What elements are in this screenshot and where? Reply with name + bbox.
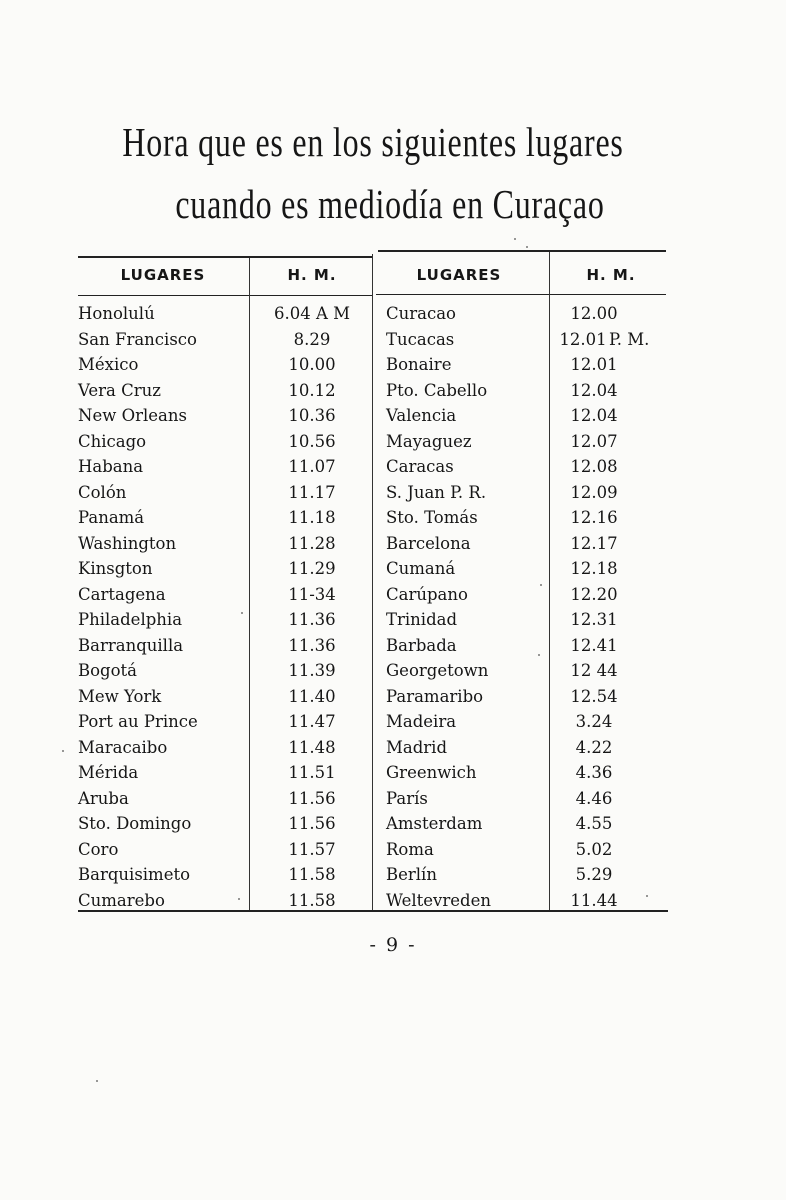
place-name-left: New Orleans (78, 406, 187, 425)
place-name-right: Greenwich (386, 763, 477, 782)
place-name-right: Georgetown (386, 661, 489, 680)
time-left: 11.17 (288, 482, 336, 502)
time-right: 12.01 (570, 355, 618, 374)
header-bottom-rule-left (78, 295, 372, 296)
place-name-left: Habana (78, 457, 144, 476)
table-row (0, 505, 786, 531)
table-row (0, 301, 786, 327)
time-right: 12.31 (570, 610, 618, 629)
table-row (0, 658, 786, 684)
header-lugares-1: LUGARES (120, 266, 206, 284)
place-name-left: Sto. Domingo (78, 814, 192, 833)
time-left: 11.40 (288, 686, 336, 706)
header-hm-1: H. M. (287, 266, 337, 284)
table-row (0, 531, 786, 557)
place-name-left: Cartagena (78, 584, 166, 604)
table-row (0, 556, 786, 582)
scan-speck (514, 238, 516, 240)
place-name-left: Colón (78, 482, 127, 502)
time-left: 11.57 (288, 839, 336, 859)
table-row (0, 582, 786, 608)
table-row (0, 735, 786, 761)
time-left: 10.56 (288, 431, 336, 451)
time-right: 5.29 (575, 865, 613, 884)
place-name-left: Kinsgton (78, 559, 153, 578)
table-row (0, 888, 786, 914)
time-right: 12.20 (570, 584, 618, 604)
time-left: 11.58 (288, 890, 336, 910)
place-name-right: Carúpano (386, 584, 468, 604)
scan-speck (540, 584, 542, 586)
table-top-rule-left (78, 256, 372, 258)
time-left: 11.28 (288, 533, 336, 553)
table-row (0, 684, 786, 710)
time-right: 12 44 (570, 661, 618, 680)
scan-speck (62, 750, 64, 752)
time-right: 11.44 (570, 890, 618, 910)
place-name-right: París (386, 788, 428, 808)
time-right: 12.17 (570, 533, 618, 553)
time-left: 11.58 (288, 865, 336, 884)
time-right: 12.07 (570, 431, 618, 451)
time-right: 12.08 (570, 457, 618, 476)
place-name-right: Paramaribo (386, 686, 484, 706)
time-left: 11.48 (288, 737, 336, 757)
place-name-left: Mérida (78, 763, 139, 782)
place-name-right: Caracas (386, 457, 454, 476)
time-left: 8.29 (293, 329, 331, 349)
time-right: 4.55 (575, 814, 613, 833)
time-right: 12.01 (559, 329, 607, 349)
place-name-left: Washington (78, 533, 177, 553)
time-left: 11.36 (288, 635, 336, 655)
place-name-right: Cumaná (386, 559, 456, 578)
time-left: 6.04 A M (273, 304, 351, 323)
table-row (0, 760, 786, 786)
place-name-left: Barranquilla (78, 635, 184, 655)
header-hm-2: H. M. (586, 266, 636, 284)
place-name-right: Berlín (386, 865, 437, 884)
table-row (0, 429, 786, 455)
time-left: 10.00 (288, 355, 336, 374)
place-name-right: Weltevreden (386, 890, 491, 910)
scan-speck (526, 246, 528, 248)
time-left: 10.12 (288, 380, 336, 400)
scan-speck (646, 895, 648, 897)
header-lugares-2: LUGARES (416, 266, 502, 284)
place-name-right: Curacao (386, 304, 456, 323)
page-number: - 9 - (369, 934, 417, 956)
place-name-right: Trinidad (386, 610, 458, 629)
place-name-left: Philadelphia (78, 610, 183, 629)
place-name-left: Chicago (78, 431, 147, 451)
page-title-line-1: Hora que es en los siguientes lugares (122, 119, 624, 165)
time-left: 11.47 (288, 712, 336, 731)
time-left: 11.29 (288, 559, 336, 578)
table-row (0, 786, 786, 812)
place-name-right: Roma (386, 839, 434, 859)
time-right: 3.24 (575, 712, 613, 731)
table-row (0, 862, 786, 888)
time-left: 11.51 (288, 763, 336, 782)
place-name-right: Tucacas (386, 329, 455, 349)
table-row (0, 454, 786, 480)
time-right: 12.18 (570, 559, 618, 578)
table-row (0, 633, 786, 659)
time-right: 12.54 (570, 686, 618, 706)
scan-speck (241, 612, 243, 614)
time-left: 11.39 (288, 661, 336, 680)
place-name-left: Bogotá (78, 661, 138, 680)
place-name-left: Maracaibo (78, 737, 168, 757)
time-left: 11-34 (288, 584, 336, 604)
table-row (0, 378, 786, 404)
place-name-left: Aruba (78, 788, 129, 808)
time-right: 4.22 (575, 737, 613, 757)
place-name-left: Vera Cruz (78, 380, 161, 400)
time-left: 11.56 (288, 788, 336, 808)
place-name-right: Sto. Tomás (386, 508, 478, 527)
page-title-line-2: cuando es mediodía en Curaçao (175, 181, 605, 227)
time-table-body (0, 301, 786, 913)
time-right: 5.02 (575, 839, 613, 859)
place-name-left: Panamá (78, 508, 145, 527)
place-name-right: Barbada (386, 635, 457, 655)
place-name-left: México (78, 355, 139, 374)
table-row (0, 607, 786, 633)
pm-note: P. M. (609, 329, 650, 349)
table-row (0, 327, 786, 353)
time-right: 12.16 (570, 508, 618, 527)
place-name-left: San Francisco (78, 329, 197, 349)
time-right: 12.41 (570, 635, 618, 655)
time-left: 11.18 (288, 508, 336, 527)
place-name-left: Port au Prince (78, 712, 198, 731)
scan-speck (96, 1080, 98, 1082)
place-name-right: Mayaguez (386, 431, 472, 451)
place-name-left: Mew York (78, 686, 162, 706)
place-name-left: Barquisimeto (78, 865, 191, 884)
table-top-rule-right (378, 250, 666, 252)
time-left: 11.56 (288, 814, 336, 833)
table-row (0, 352, 786, 378)
table-row (0, 837, 786, 863)
scan-speck (538, 654, 540, 656)
place-name-right: S. Juan P. R. (386, 482, 487, 502)
place-name-right: Pto. Cabello (386, 380, 488, 400)
header-bottom-rule-right (376, 294, 666, 295)
time-left: 11.36 (288, 610, 336, 629)
place-name-right: Barcelona (386, 533, 471, 553)
place-name-right: Valencia (386, 406, 457, 425)
place-name-left: Coro (78, 839, 119, 859)
place-name-left: Honolulú (78, 304, 155, 323)
place-name-right: Amsterdam (386, 814, 483, 833)
table-row (0, 709, 786, 735)
time-right: 12.04 (570, 380, 618, 400)
scan-speck (238, 898, 240, 900)
time-left: 11.07 (288, 457, 336, 476)
time-left: 10.36 (288, 406, 336, 425)
place-name-left: Cumarebo (78, 890, 165, 910)
table-row (0, 811, 786, 837)
time-right: 4.36 (575, 763, 613, 782)
table-row (0, 403, 786, 429)
place-name-right: Madeira (386, 712, 457, 731)
place-name-right: Madrid (386, 737, 448, 757)
time-right: 12.04 (570, 406, 618, 425)
table-row (0, 480, 786, 506)
time-right: 4.46 (575, 788, 613, 808)
time-right: 12.00 (570, 304, 618, 323)
time-right: 12.09 (570, 482, 618, 502)
place-name-right: Bonaire (386, 355, 452, 374)
